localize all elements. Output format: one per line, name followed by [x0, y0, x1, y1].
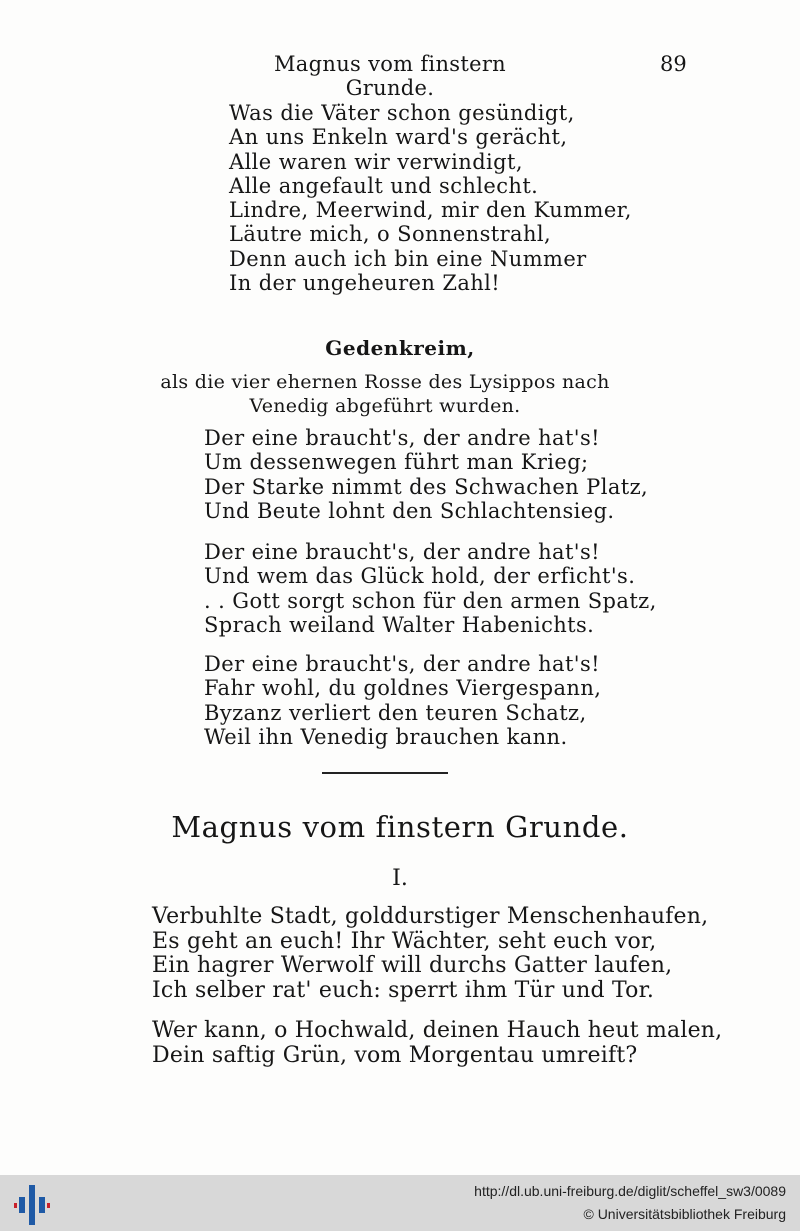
- verse-line: Ich selber rat' euch: sperrt ihm Tür und Tor.: [152, 977, 655, 1003]
- verse-line: Weil ihn Venedig brauchen kann.: [204, 724, 568, 749]
- stanza: [204, 426, 648, 523]
- verse-line: . . Gott sorgt schon für den armen Spatz,: [204, 588, 657, 613]
- verse-line: Ein hagrer Werwolf will durchs Gatter laufen,: [152, 953, 673, 978]
- verse-line: Es geht an euch! Ihr Wächter, seht euch vor,: [152, 928, 657, 954]
- stanza: [204, 652, 601, 749]
- verse-line: Der eine braucht's, der andre hat's!: [204, 426, 600, 450]
- library-logo-icon[interactable]: [14, 1183, 50, 1227]
- source-url-link[interactable]: http://dl.ub.uni-freiburg.de/diglit/scheffel_sw3/0089: [474, 1183, 786, 1199]
- verse-line: Lindre, Meerwind, mir den Kummer,: [229, 198, 632, 223]
- section-number: I.: [392, 866, 408, 891]
- stanza: [204, 540, 657, 637]
- section-title: Magnus vom finstern Grunde.: [171, 810, 629, 844]
- stanza: [152, 905, 708, 1003]
- verse-line: Der eine braucht's, der andre hat's!: [204, 652, 600, 676]
- verse-line: Byzanz verliert den teuren Schatz,: [204, 700, 587, 725]
- verse-line: Um dessenwegen führt man Krieg;: [204, 450, 589, 475]
- verse-line: An uns Enkeln ward's gerächt,: [229, 125, 568, 150]
- verse-line: Wer kann, o Hochwald, deinen Hauch heut malen,: [152, 1018, 723, 1043]
- verse-line: Und Beute lohnt den Schlachtensieg.: [204, 498, 615, 523]
- poem-title: Gedenkreim,: [325, 336, 475, 360]
- section-divider: [322, 772, 448, 774]
- stanza: [152, 1019, 722, 1068]
- verse-line: In der ungeheuren Zahl!: [229, 271, 501, 296]
- verse-line: Was die Väter schon gesündigt,: [229, 101, 575, 125]
- running-header: Magnus vom finstern Grunde.: [274, 52, 506, 100]
- stanza: [229, 101, 632, 295]
- poem-subtitle: als die vier ehernen Rosse des Lysippos nach Venedig abgeführt wurden.: [160, 371, 610, 417]
- verse-line: Läutre mich, o Sonnenstrahl,: [229, 222, 552, 247]
- page-number: 89: [660, 52, 687, 76]
- verse-line: Sprach weiland Walter Habenichts.: [204, 612, 595, 637]
- footer-bar: [0, 1175, 800, 1231]
- verse-line: Fahr wohl, du goldnes Viergespann,: [204, 676, 602, 701]
- verse-line: Der Starke nimmt des Schwachen Platz,: [204, 474, 649, 499]
- verse-line: Und wem das Glück hold, der erficht's.: [204, 564, 636, 589]
- verse-line: Der eine braucht's, der andre hat's!: [204, 540, 600, 564]
- verse-line: Dein saftig Grün, vom Morgentau umreift?: [152, 1042, 638, 1068]
- verse-line: Alle waren wir verwindigt,: [229, 149, 523, 174]
- verse-line: Verbuhlte Stadt, golddurstiger Menschenhaufen,: [152, 904, 709, 929]
- verse-line: Denn auch ich bin eine Nummer: [229, 246, 587, 271]
- verse-line: Alle angefault und schlecht.: [229, 173, 539, 198]
- copyright-notice: © Universitätsbibliothek Freiburg: [583, 1206, 786, 1222]
